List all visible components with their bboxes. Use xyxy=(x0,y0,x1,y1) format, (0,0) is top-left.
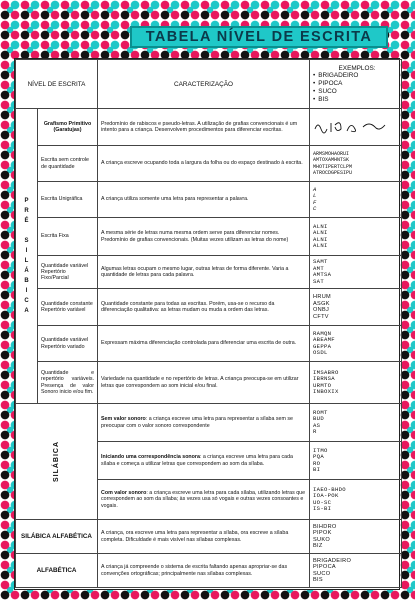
level-category: Grafismo Primitivo (Garatujas) xyxy=(38,109,98,146)
table-row xyxy=(16,404,402,442)
table-row xyxy=(16,326,402,362)
silabica-alfabetica-label: SILÁBICA ALFABÉTICA xyxy=(16,520,98,554)
level-category: Escrita Fixa xyxy=(38,218,98,256)
level-description: Algumas letras ocupam o mesmo lugar, outras letras de forma diferente. Varia a quantidade de letras para cada palavra. xyxy=(98,256,310,289)
writing-sample: BRIGADEIRO PIPOCA SUCO BIS xyxy=(310,554,402,588)
table-row xyxy=(16,146,402,182)
writing-sample: IMSABRO IBRNSA URMTO INBOXIX xyxy=(310,362,402,404)
table-row xyxy=(16,554,402,588)
table-row xyxy=(16,362,402,404)
level-description: A criança já compreende o sistema de escrita faltando apenas apropriar-se das convenções ortográficas; principalmente nas sílabas complexas. xyxy=(98,554,310,588)
level-description: Expressam máxima diferenciação controlada para diferenciar uma escrita de outra. xyxy=(98,326,310,362)
level-description: Sem valor sonoro: a criança escreve uma letra para representar a sílaba sem se preocupar com o valor sonoro correspondente xyxy=(98,404,310,442)
level-category: Quantidade constante Repertório variável xyxy=(38,289,98,326)
level-description: Predomínio de rabiscos e pseudo-letras. A utilização de grafias convencionais é um intento para a criança. Desenvolvem procedimentos para diferenciar escritas. xyxy=(98,109,310,146)
level-description: Variedade na quantidade e no repertório de letras. A criança preocupa-se em utilizar letras que correspondem ao som inicial e/ou final. xyxy=(98,362,310,404)
level-description: Quantidade constante para todas as escritas. Porém, usa-se o recurso da diferenciação qualitativa: as letras mudam ou muda a ordem das letras. xyxy=(98,289,310,326)
writing-sample: A L F C xyxy=(310,182,402,218)
level-description: Com valor sonoro: a criança escreve uma letra para cada sílaba, utilizando letras que correspondem ao som da sílaba; às vezes usa só vogais e outras vezes consoantes e vogais. xyxy=(98,480,310,520)
writing-sample: ROMT BUD AS R xyxy=(310,404,402,442)
header-level: NÍVEL DE ESCRITA xyxy=(16,60,98,109)
example-item: • BIS xyxy=(313,95,329,103)
pre-silabica-label: P R É S I L Á B I C A xyxy=(16,109,38,404)
header-characterization: CARACTERIZAÇÃO xyxy=(98,60,310,109)
example-item: • SUCO xyxy=(313,87,337,95)
bullet-icon: • xyxy=(313,87,316,95)
writing-sample: ALNI ALNI ALNI ALNI xyxy=(310,218,402,256)
example-item: • BRIGADEIRO xyxy=(313,72,359,80)
writing-sample: RAMQN ABEAMF GEPPA OSDL xyxy=(310,326,402,362)
bullet-icon: • xyxy=(313,80,316,88)
writing-sample: HRUM ASGK ONBJ CFTV xyxy=(310,289,402,326)
scribble-icon xyxy=(313,119,393,135)
level-description: Iniciando uma correspondência sonora: a criança escreve uma letra para cada sílaba e começa a utilizar letras que correspondem ao som da sílaba. xyxy=(98,442,310,480)
table-row xyxy=(16,520,402,554)
table-header-row xyxy=(16,60,402,109)
examples-title: EXEMPLOS: xyxy=(338,64,376,72)
header-examples xyxy=(310,60,402,109)
level-description: A criança, ora escreve uma letra para representar a sílaba, ora escreve a sílaba completa. Dificuldade é mais visível nas sílabas complexas. xyxy=(98,520,310,554)
page-title: TABELA NÍVEL DE ESCRITA xyxy=(130,26,388,48)
level-description: A criança utiliza somente uma letra para representar a palavra. xyxy=(98,182,310,218)
scribble-sample xyxy=(310,109,402,146)
level-category: Quantidade variável Repertório Fixo/Parcial xyxy=(38,256,98,289)
level-description: A mesma série de letras numa mesma ordem serve para diferenciar nomes. Predomínio de grafias convencionais. (Muitas vezes utilizam as letras do nome) xyxy=(98,218,310,256)
level-category: Escrita Unigráfica xyxy=(38,182,98,218)
writing-level-table xyxy=(14,58,400,590)
level-category: Escrita sem controle de quantidade xyxy=(38,146,98,182)
alfabetica-label: ALFABÉTICA xyxy=(16,554,98,588)
level-category: Quantidade e repertório variáveis. Presença de valor Sonoro inicio e/ou fim. xyxy=(38,362,98,404)
writing-sample: IAEO-BHDO IOA-POK UO-SC IS-BI xyxy=(310,480,402,520)
writing-sample: ITMO PQA RO BI xyxy=(310,442,402,480)
table-row xyxy=(16,182,402,218)
table-row xyxy=(16,289,402,326)
silabica-label: SILÁBICA xyxy=(16,404,98,520)
writing-sample: ARMSMOHAORUI AMTOXAMHNTSK MHOTIPERTCLPM ATROCDGPESIPU xyxy=(310,146,402,182)
table-row xyxy=(16,256,402,289)
bullet-icon: • xyxy=(313,72,316,80)
writing-sample: BIHDRO PIPOK SUKO BIZ xyxy=(310,520,402,554)
level-description: A criança escreve ocupando toda a largura da folha ou do espaço destinado à escrita. xyxy=(98,146,310,182)
bullet-icon: • xyxy=(313,95,316,103)
level-category: Quantidade variável Repertório variado xyxy=(38,326,98,362)
writing-sample: SAMT AMT AMTSA SAT xyxy=(310,256,402,289)
example-item: • PIPOCA xyxy=(313,80,343,88)
table-row xyxy=(16,218,402,256)
table-row xyxy=(16,109,402,146)
